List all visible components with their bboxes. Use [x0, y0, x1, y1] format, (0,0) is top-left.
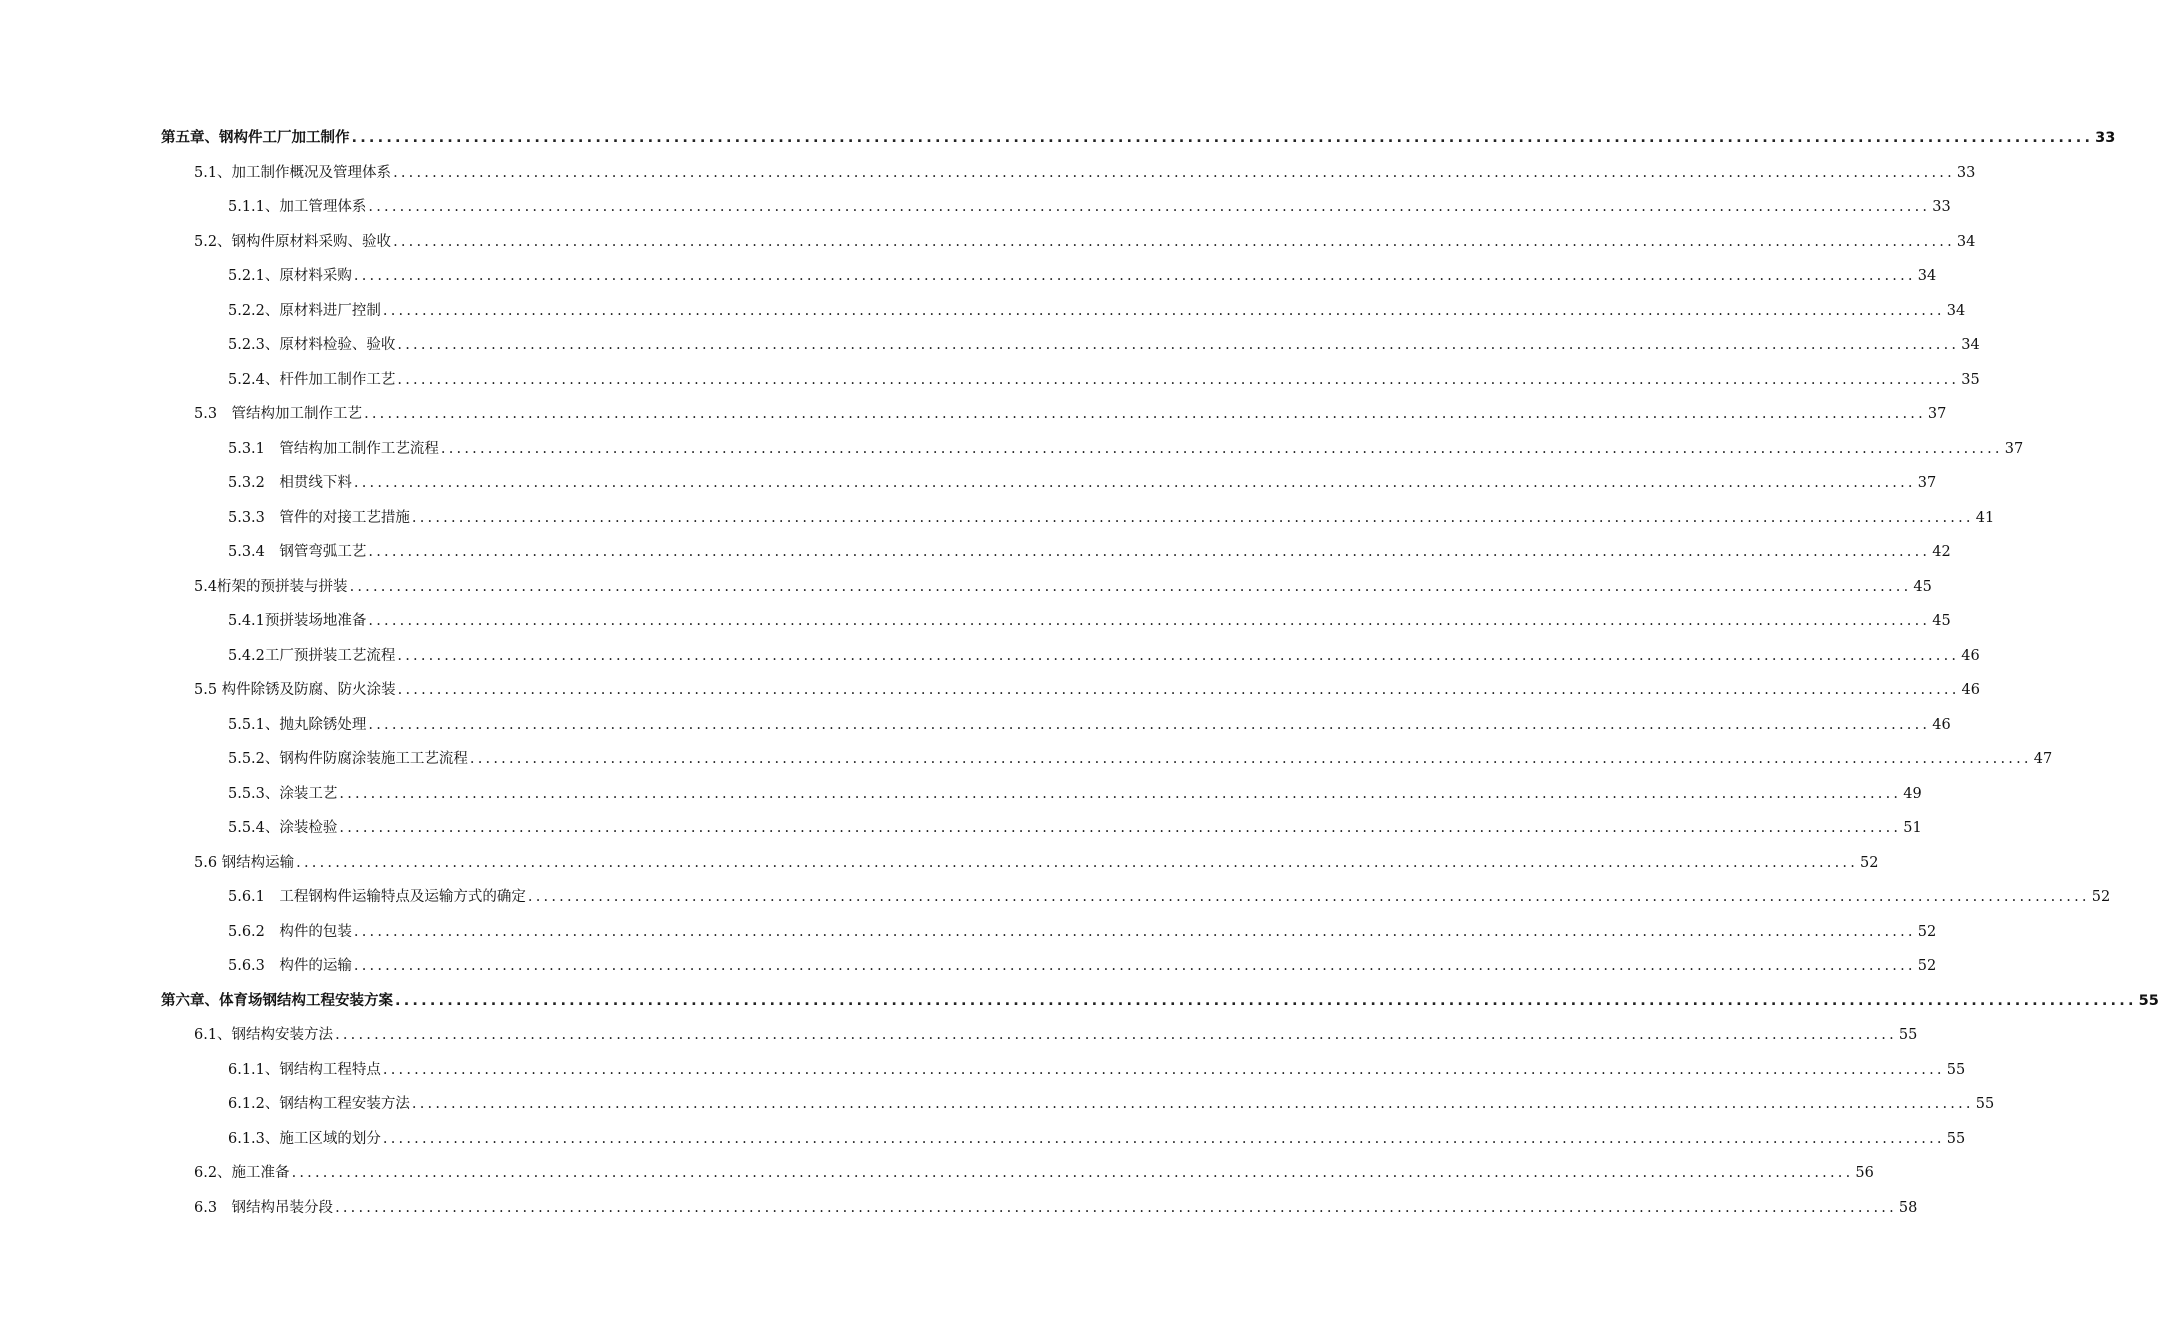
toc-entry-title: 5.1.1、加工管理体系: [228, 199, 367, 215]
toc-entry[interactable]: [0, 1156, 1874, 1191]
toc-entry-title: 5.2.4、杆件加工制作工艺: [228, 371, 396, 388]
toc-entry-title: 第五章、钢构件工厂加工制作: [161, 130, 350, 146]
toc-page-number: 46: [1932, 716, 1951, 733]
toc-dot-leader: ........................................................................................................................................................................................................: [349, 578, 1912, 595]
toc-entry[interactable]: [0, 1053, 1966, 1088]
toc-dot-leader: ........................................................................................................................................................................................................: [382, 302, 1945, 319]
toc-page-number: 33: [1932, 199, 1951, 215]
toc-entry-title: 6.1.2、钢结构工程安装方法: [228, 1096, 410, 1112]
toc-page-number: 41: [1975, 509, 1995, 526]
toc-page-number: 52: [1917, 958, 1937, 974]
toc-entry-title: 5.5 构件除锈及防腐、防火涂装: [194, 682, 396, 698]
toc-entry-title: 5.2.2、原材料进厂控制: [228, 302, 381, 319]
toc-dot-leader: ........................................................................................................................................................................................................: [291, 1165, 1854, 1181]
toc-entry-title: 6.2、施工准备: [194, 1165, 290, 1181]
toc-dot-leader: ........................................................................................................................................................................................................: [339, 785, 1902, 802]
toc-dot-leader: ........................................................................................................................................................................................................: [335, 1199, 1897, 1216]
toc-page-number: 55: [1946, 1061, 1966, 1078]
toc-page-number: 34: [1917, 268, 1937, 284]
toc-entry[interactable]: [0, 639, 1980, 674]
toc-entry-title: 第六章、体育场钢结构工程安装方案: [161, 992, 393, 1009]
toc-entry-title: 5.6.3 构件的运输: [228, 958, 352, 974]
toc-entry-title: 6.1.1、钢结构工程特点: [228, 1061, 381, 1078]
toc-entry[interactable]: [0, 742, 2053, 777]
toc-dot-leader: ........................................................................................................................................................................................................: [393, 164, 1955, 181]
table-of-contents: [0, 121, 2159, 1225]
toc-entry[interactable]: [0, 846, 1879, 881]
toc-page-number: 52: [2091, 889, 2111, 905]
toc-entry[interactable]: [0, 880, 2111, 915]
toc-entry-title: 5.6 钢结构运输: [194, 854, 295, 871]
toc-page-number: 55: [2138, 992, 2159, 1009]
toc-dot-leader: ........................................................................................................................................................................................................: [353, 958, 1916, 974]
toc-entry[interactable]: [0, 466, 1937, 501]
toc-dot-leader: ........................................................................................................................................................................................................: [397, 371, 1960, 388]
toc-entry-title: 6.1.3、施工区域的划分: [228, 1130, 381, 1147]
toc-dot-leader: ........................................................................................................................................................................................................: [382, 1061, 1945, 1078]
toc-entry[interactable]: [0, 190, 1951, 225]
toc-dot-leader: ........................................................................................................................................................................................................: [335, 1027, 1897, 1043]
toc-dot-leader: ........................................................................................................................................................................................................: [296, 854, 1858, 871]
toc-entry[interactable]: [0, 708, 1951, 743]
toc-dot-leader: ........................................................................................................................................................................................................: [411, 1096, 1974, 1112]
toc-dot-leader: ........................................................................................................................................................................................................: [368, 716, 1931, 733]
toc-entry[interactable]: [0, 1087, 1995, 1122]
toc-page-number: 33: [2095, 130, 2116, 146]
toc-dot-leader: ........................................................................................................................................................................................................: [368, 544, 1931, 560]
toc-dot-leader: ........................................................................................................................................................................................................: [339, 820, 1902, 836]
toc-page-number: 55: [1898, 1027, 1918, 1043]
toc-entry-title: 5.5.2、钢构件防腐涂装施工工艺流程: [228, 751, 468, 767]
toc-dot-leader: ........................................................................................................................................................................................................: [397, 682, 1960, 698]
toc-entry[interactable]: [0, 328, 1980, 363]
toc-dot-leader: ........................................................................................................................................................................................................: [527, 889, 2090, 905]
toc-entry[interactable]: [0, 535, 1951, 570]
toc-dot-leader: ........................................................................................................................................................................................................: [364, 406, 1926, 422]
toc-entry[interactable]: [0, 777, 1922, 812]
toc-entry[interactable]: [0, 915, 1937, 950]
toc-entry-title: 5.5.3、涂装工艺: [228, 785, 338, 802]
toc-page-number: 51: [1903, 820, 1922, 836]
toc-page-number: 33: [1956, 164, 1976, 181]
toc-dot-leader: ........................................................................................................................................................................................................: [353, 268, 1916, 284]
toc-entry-title: 5.1、加工制作概况及管理体系: [194, 164, 392, 181]
toc-entry-title: 5.4.2工厂预拼装工艺流程: [228, 647, 396, 664]
toc-page-number: 42: [1932, 544, 1951, 560]
toc-entry-title: 5.4.1预拼装场地准备: [228, 613, 367, 629]
toc-page-number: 46: [1961, 647, 1980, 664]
toc-entry[interactable]: [0, 673, 1980, 708]
toc-entry[interactable]: [0, 259, 1937, 294]
toc-page-number: 45: [1932, 613, 1951, 629]
toc-page-number: 52: [1917, 923, 1937, 940]
toc-entry-title: 6.3 钢结构吊装分段: [194, 1199, 334, 1216]
toc-page-number: 52: [1860, 854, 1879, 871]
toc-dot-leader: ........................................................................................................................................................................................................: [351, 130, 2094, 146]
toc-entry[interactable]: [0, 984, 2159, 1019]
toc-entry-title: 5.3.2 相贯线下料: [228, 475, 352, 491]
toc-dot-leader: ........................................................................................................................................................................................................: [382, 1130, 1945, 1147]
toc-entry[interactable]: [0, 1122, 1966, 1157]
toc-dot-leader: ........................................................................................................................................................................................................: [397, 337, 1960, 353]
toc-entry[interactable]: [0, 604, 1951, 639]
toc-dot-leader: ........................................................................................................................................................................................................: [411, 509, 1974, 526]
toc-page-number: 35: [1961, 371, 1980, 388]
toc-dot-leader: ........................................................................................................................................................................................................: [353, 923, 1916, 940]
toc-entry[interactable]: [0, 225, 1976, 260]
toc-entry-title: 5.6.2 构件的包装: [228, 923, 352, 940]
toc-entry[interactable]: [0, 363, 1980, 398]
toc-dot-leader: ........................................................................................................................................................................................................: [368, 199, 1931, 215]
toc-entry-title: 5.2.3、原材料检验、验收: [228, 337, 396, 353]
toc-entry[interactable]: [0, 1191, 1918, 1226]
toc-page-number: 56: [1855, 1165, 1874, 1181]
toc-entry-title: 6.1、钢结构安装方法: [194, 1027, 334, 1043]
toc-entry[interactable]: [0, 156, 1976, 191]
toc-entry-title: 5.3.4 钢管弯弧工艺: [228, 544, 367, 560]
toc-page-number: 34: [1956, 233, 1976, 250]
toc-page-number: 58: [1898, 1199, 1918, 1216]
toc-dot-leader: ........................................................................................................................................................................................................: [469, 751, 2032, 767]
toc-entry-title: 5.5.1、抛丸除锈处理: [228, 716, 367, 733]
toc-dot-leader: ........................................................................................................................................................................................................: [440, 440, 2003, 457]
toc-page-number: 55: [1975, 1096, 1995, 1112]
toc-entry-title: 5.6.1 工程钢构件运输特点及运输方式的确定: [228, 889, 526, 905]
toc-page-number: 55: [1946, 1130, 1966, 1147]
toc-page-number: 47: [2033, 751, 2053, 767]
toc-page-number: 45: [1913, 578, 1932, 595]
toc-dot-leader: ........................................................................................................................................................................................................: [393, 233, 1955, 250]
toc-dot-leader: ........................................................................................................................................................................................................: [397, 647, 1960, 664]
toc-entry[interactable]: [0, 397, 1947, 432]
toc-page-number: 37: [2004, 440, 2024, 457]
toc-entry[interactable]: [0, 294, 1966, 329]
toc-entry-title: 5.3.1 管结构加工制作工艺流程: [228, 440, 439, 457]
toc-dot-leader: ........................................................................................................................................................................................................: [353, 475, 1916, 491]
toc-page-number: 37: [1917, 475, 1937, 491]
toc-entry[interactable]: [0, 121, 2116, 156]
toc-entry[interactable]: [0, 501, 1995, 536]
toc-entry[interactable]: [0, 949, 1937, 984]
toc-entry-title: 5.3 管结构加工制作工艺: [194, 406, 363, 422]
toc-entry[interactable]: [0, 811, 1922, 846]
toc-page-number: 46: [1961, 682, 1980, 698]
toc-page-number: 49: [1903, 785, 1922, 802]
toc-page-number: 34: [1961, 337, 1980, 353]
toc-dot-leader: ........................................................................................................................................................................................................: [395, 992, 2137, 1009]
toc-entry[interactable]: [0, 432, 2024, 467]
toc-entry-title: 5.5.4、涂装检验: [228, 820, 338, 836]
toc-entry-title: 5.3.3 管件的对接工艺措施: [228, 509, 410, 526]
toc-entry[interactable]: [0, 570, 1932, 605]
toc-dot-leader: ........................................................................................................................................................................................................: [368, 613, 1931, 629]
toc-entry-title: 5.2.1、原材料采购: [228, 268, 352, 284]
toc-entry-title: 5.4桁架的预拼装与拼装: [194, 578, 348, 595]
toc-page-number: 37: [1927, 406, 1947, 422]
toc-entry-title: 5.2、钢构件原材料采购、验收: [194, 233, 392, 250]
toc-page-number: 34: [1946, 302, 1966, 319]
toc-entry[interactable]: [0, 1018, 1918, 1053]
